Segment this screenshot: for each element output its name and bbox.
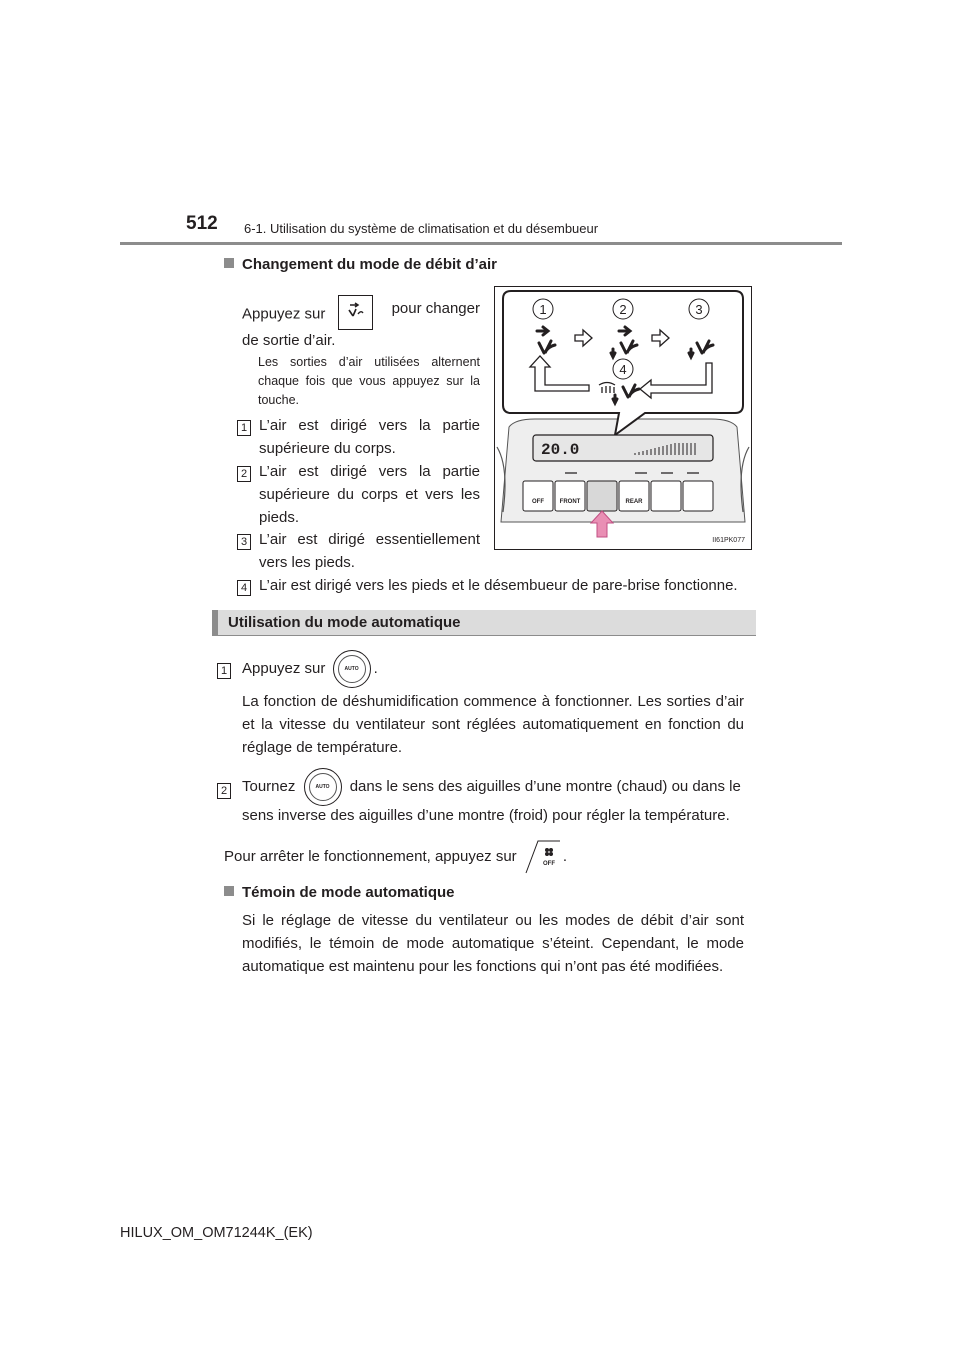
- num-box-4: 4: [237, 580, 251, 596]
- auto-knob-icon: [333, 650, 371, 688]
- indicator-heading: [224, 884, 455, 901]
- indicator-heading-text: Témoin de mode automatique: [242, 884, 455, 901]
- step-2-suffix: dans le sens des aiguilles d’une montre (chaud) ou dans le: [349, 778, 741, 795]
- stop-line: [224, 838, 567, 876]
- auto-knob-icon-2: [304, 768, 342, 806]
- indicator-text: Si le réglage de vitesse du ventilateur ou les modes de débit d’air sont modifiés, le témoin de mode automatique s’éteint. Cependant, le mode automatique est maintenu pour les fonctions qui n’ont pas été modifiées.: [242, 912, 744, 975]
- item-3-text: L’air est dirigé essentiellement vers les pieds.: [259, 531, 480, 571]
- airflow-press-line: [242, 297, 480, 332]
- step-2-line: [242, 768, 744, 806]
- knob-label-2: AUTO: [315, 784, 330, 791]
- airflow-figure-drawing: [495, 287, 751, 549]
- step-num-box-1: 1: [217, 663, 231, 679]
- step-2-prefix: Tournez: [242, 778, 296, 795]
- section-title: 6-1. Utilisation du système de climatisation et du désembueur: [244, 221, 599, 236]
- step-num-box-2: 2: [217, 783, 231, 799]
- auto-mode-section-line: [212, 635, 756, 636]
- step-1-prefix: Appuyez sur: [242, 660, 326, 677]
- airflow-heading-text: Changement du mode de débit d’air: [242, 256, 498, 273]
- callout-3: 3: [695, 302, 703, 317]
- airflow-note: Les sorties d’air utilisées alternent chaque fois que vous appuyez sur la touche.: [258, 355, 480, 407]
- bullet-square-icon-2: [224, 886, 234, 896]
- step-1-num: [217, 661, 231, 679]
- item-2-text: L’air est dirigé vers la partie supérieure du corps et vers les pieds.: [259, 463, 480, 526]
- item-1-num: [237, 418, 251, 436]
- stop-suffix: .: [562, 848, 568, 865]
- btn-label-front: FRONT: [559, 499, 581, 505]
- num-box-2: 2: [237, 466, 251, 482]
- page-number: 512: [186, 213, 218, 234]
- knob-label: AUTO: [344, 666, 359, 673]
- step-1-desc: La fonction de déshumidification commence à fonctionner. Les sorties d’air et la vitesse du ventilateur sont réglées automatiquement en fonction du réglage de température.: [242, 693, 744, 756]
- header-rule: [120, 242, 842, 245]
- item-2-num: [237, 464, 251, 482]
- step-2-line2: sens inverse des aiguilles d’une montre (froid) pour régler la température.: [242, 807, 730, 824]
- press-prefix: Appuyez sur: [242, 305, 326, 323]
- item-3-num: [237, 532, 251, 550]
- auto-mode-section-bar: [212, 610, 756, 635]
- callout-4: 4: [619, 362, 627, 377]
- airflow-mode-button-icon: [338, 295, 373, 330]
- auto-mode-title: Utilisation du mode automatique: [228, 614, 461, 631]
- airflow-heading: [224, 256, 497, 273]
- press-suffix: pour changer: [391, 300, 480, 317]
- off-button-icon: [524, 839, 560, 875]
- figure-code: II61PK077: [712, 537, 745, 544]
- step-2-num: [217, 781, 231, 799]
- item-4-num: [237, 578, 251, 596]
- btn-label-off: OFF: [532, 499, 544, 505]
- item-4-text: L’air est dirigé vers les pieds et le désembueur de pare-brise fonctionne.: [259, 577, 738, 594]
- step-1-line: [242, 650, 378, 688]
- callout-2: 2: [619, 302, 627, 317]
- off-label: OFF: [542, 861, 555, 868]
- num-box-1: 1: [237, 420, 251, 436]
- airflow-figure: [494, 286, 752, 550]
- item-1-text: L’air est dirigé vers la partie supérieure du corps.: [259, 417, 480, 457]
- lcd-temp: 20.0: [541, 441, 580, 459]
- bullet-square-icon: [224, 258, 234, 268]
- press-line2: de sortie d’air.: [242, 332, 336, 349]
- num-box-3: 3: [237, 534, 251, 550]
- btn-label-rear: REAR: [625, 499, 643, 505]
- stop-prefix: Pour arrêter le fonctionnement, appuyez sur: [224, 848, 517, 865]
- callout-1: 1: [539, 302, 547, 317]
- step-1-suffix: .: [373, 660, 378, 677]
- footer-model-code: HILUX_OM_OM71244K_(EK): [120, 1225, 313, 1241]
